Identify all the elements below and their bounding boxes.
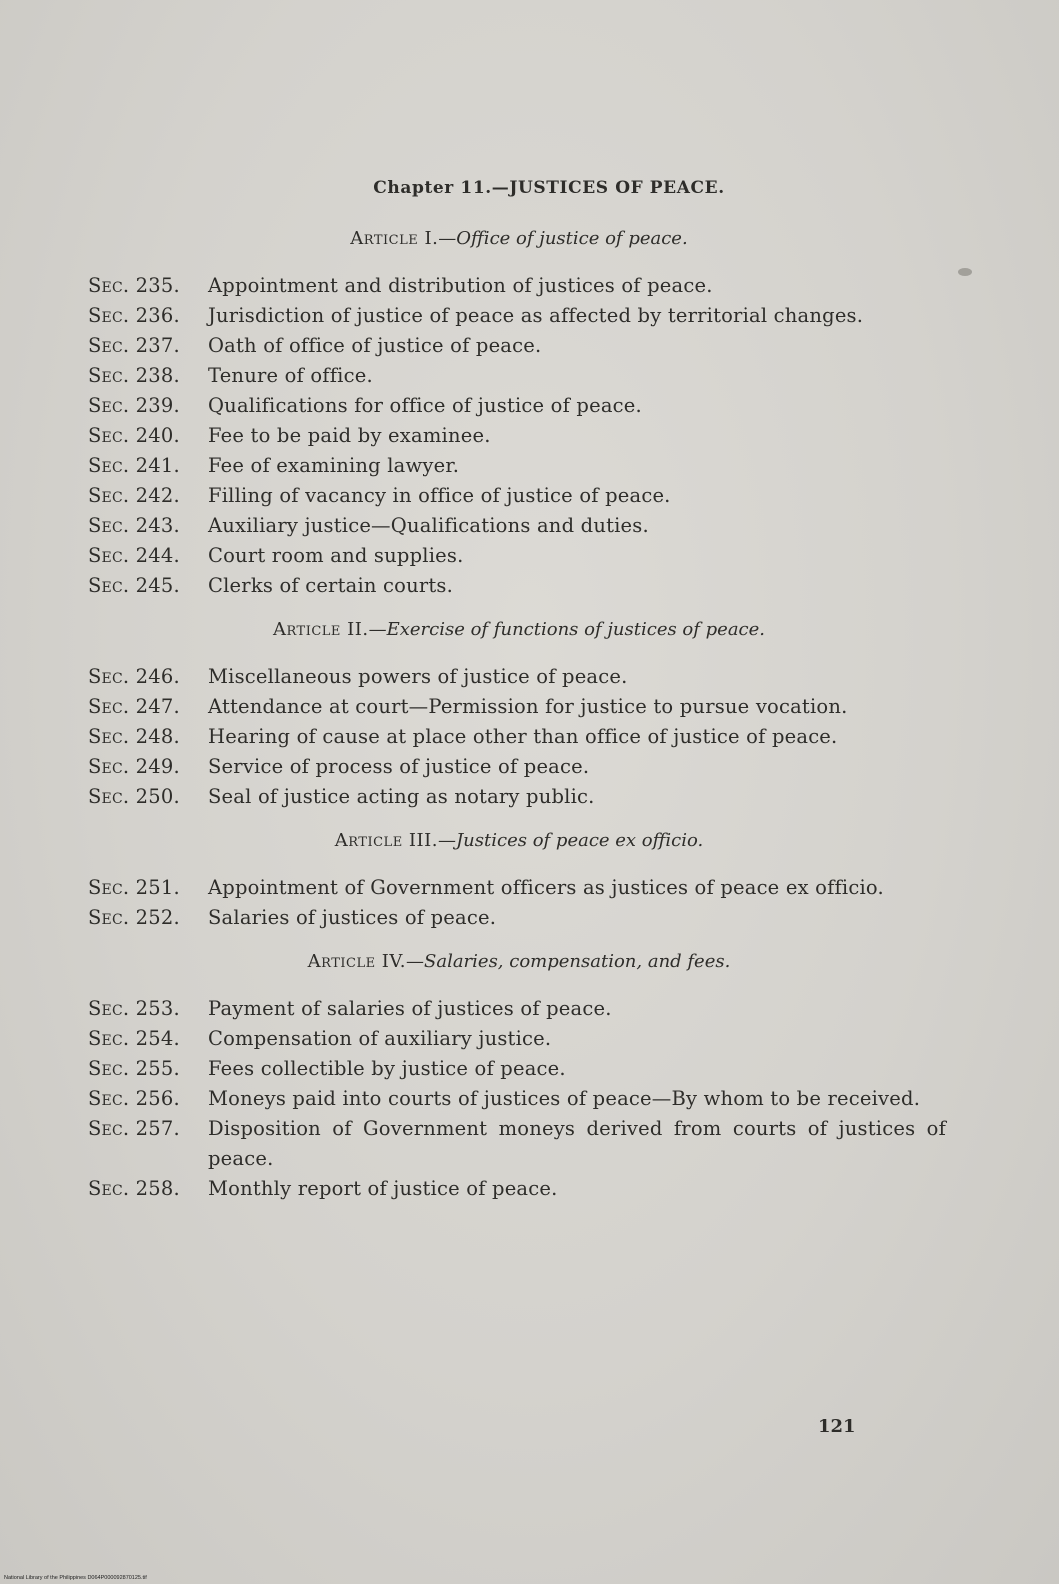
section-title: Monthly report of justice of peace.	[208, 1177, 558, 1200]
article-number: Article II.	[272, 619, 369, 640]
section-number: Sec. 250.	[88, 785, 180, 808]
section-entry	[88, 361, 950, 391]
section-title: Auxiliary justice—Qualifications and duties.	[208, 514, 649, 537]
section-number: Sec. 243.	[88, 514, 180, 537]
section-entry	[88, 271, 950, 301]
section-entry	[88, 722, 950, 752]
section-title: Court room and supplies.	[208, 544, 464, 567]
section-number: Sec. 258.	[88, 1177, 180, 1200]
section-entry	[88, 451, 950, 481]
section-number: Sec. 252.	[88, 906, 180, 929]
section-title: Fee to be paid by examinee.	[208, 424, 491, 447]
section-number: Sec. 245.	[88, 574, 180, 597]
section-entry	[88, 331, 950, 361]
section-number: Sec. 244.	[88, 544, 180, 567]
article-heading	[88, 619, 950, 640]
section-title: Salaries of justices of peace.	[208, 906, 497, 929]
section-entry	[88, 511, 950, 541]
section-title: Payment of salaries of justices of peace.	[208, 997, 612, 1020]
article-title: —Exercise of functions of justices of peace.	[368, 619, 766, 640]
chapter-heading: Chapter 11.—JUSTICES OF PEACE.	[373, 178, 725, 198]
article-heading	[88, 228, 950, 249]
article-title: —Salaries, compensation, and fees.	[406, 951, 731, 972]
section-title: Filling of vacancy in office of justice of peace.	[208, 484, 671, 507]
section-entry	[88, 692, 950, 722]
section-title: Clerks of certain courts.	[208, 574, 454, 597]
article-number: Article I.	[350, 228, 439, 249]
section-title: Tenure of office.	[208, 364, 373, 387]
article-number: Article IV.	[307, 951, 406, 972]
article-title: —Justices of peace ex officio.	[437, 830, 704, 851]
section-number: Sec. 235.	[88, 274, 180, 297]
section-number: Sec. 247.	[88, 695, 180, 718]
section-entry	[88, 903, 950, 933]
section-title: Service of process of justice of peace.	[208, 755, 590, 778]
section-entry	[88, 571, 950, 601]
section-entry	[88, 873, 950, 903]
section-title: Fee of examining lawyer.	[208, 454, 460, 477]
article-heading	[88, 951, 950, 972]
section-title: Appointment and distribution of justices of peace.	[208, 274, 713, 297]
section-number: Sec. 246.	[88, 665, 180, 688]
section-number: Sec. 256.	[88, 1087, 180, 1110]
section-entry	[88, 481, 950, 511]
section-title: Appointment of Government officers as justices of peace ex officio.	[208, 876, 884, 899]
section-number: Sec. 239.	[88, 394, 180, 417]
section-number: Sec. 248.	[88, 725, 180, 748]
section-entry	[88, 1054, 950, 1084]
article-title: —Office of justice of peace.	[438, 228, 688, 249]
section-entry	[88, 994, 950, 1024]
section-number: Sec. 242.	[88, 484, 180, 507]
section-title: Miscellaneous powers of justice of peace.	[208, 665, 628, 688]
section-title: Seal of justice acting as notary public.	[208, 785, 595, 808]
section-entry	[88, 782, 950, 812]
section-title: Disposition of Government moneys derived from courts of justices of peace.	[208, 1117, 946, 1170]
table-of-contents	[88, 178, 950, 1204]
section-title: Jurisdiction of justice of peace as affected by territorial changes.	[208, 304, 864, 327]
section-number: Sec. 240.	[88, 424, 180, 447]
section-number: Sec. 255.	[88, 1057, 180, 1080]
section-number: Sec. 237.	[88, 334, 180, 357]
section-title: Oath of office of justice of peace.	[208, 334, 542, 357]
section-entry	[88, 301, 950, 331]
section-entry	[88, 1084, 950, 1114]
section-number: Sec. 251.	[88, 876, 180, 899]
section-entry	[88, 752, 950, 782]
section-number: Sec. 238.	[88, 364, 180, 387]
section-number: Sec. 257.	[88, 1117, 180, 1140]
section-entry	[88, 662, 950, 692]
articles-list	[88, 228, 950, 1204]
section-entry	[88, 1174, 950, 1204]
section-title: Qualifications for office of justice of peace.	[208, 394, 642, 417]
scan-footer: National Library of the Philippines D064P000092870125.tif	[4, 1575, 147, 1581]
section-title: Fees collectible by justice of peace.	[208, 1057, 566, 1080]
section-title: Attendance at court—Permission for justice to pursue vocation.	[208, 695, 848, 718]
page-number: 121	[818, 1416, 856, 1437]
section-number: Sec. 241.	[88, 454, 180, 477]
section-number: Sec. 253.	[88, 997, 180, 1020]
section-title: Hearing of cause at place other than office of justice of peace.	[208, 725, 838, 748]
section-number: Sec. 254.	[88, 1027, 180, 1050]
section-title: Compensation of auxiliary justice.	[208, 1027, 552, 1050]
section-entry	[88, 1114, 950, 1174]
section-number: Sec. 249.	[88, 755, 180, 778]
section-title: Moneys paid into courts of justices of peace—By whom to be received.	[208, 1087, 921, 1110]
section-number: Sec. 236.	[88, 304, 180, 327]
article-number: Article III.	[334, 830, 438, 851]
section-entry	[88, 421, 950, 451]
ink-speck	[958, 268, 972, 276]
section-entry	[88, 1024, 950, 1054]
section-entry	[88, 391, 950, 421]
article-heading	[88, 830, 950, 851]
section-entry	[88, 541, 950, 571]
